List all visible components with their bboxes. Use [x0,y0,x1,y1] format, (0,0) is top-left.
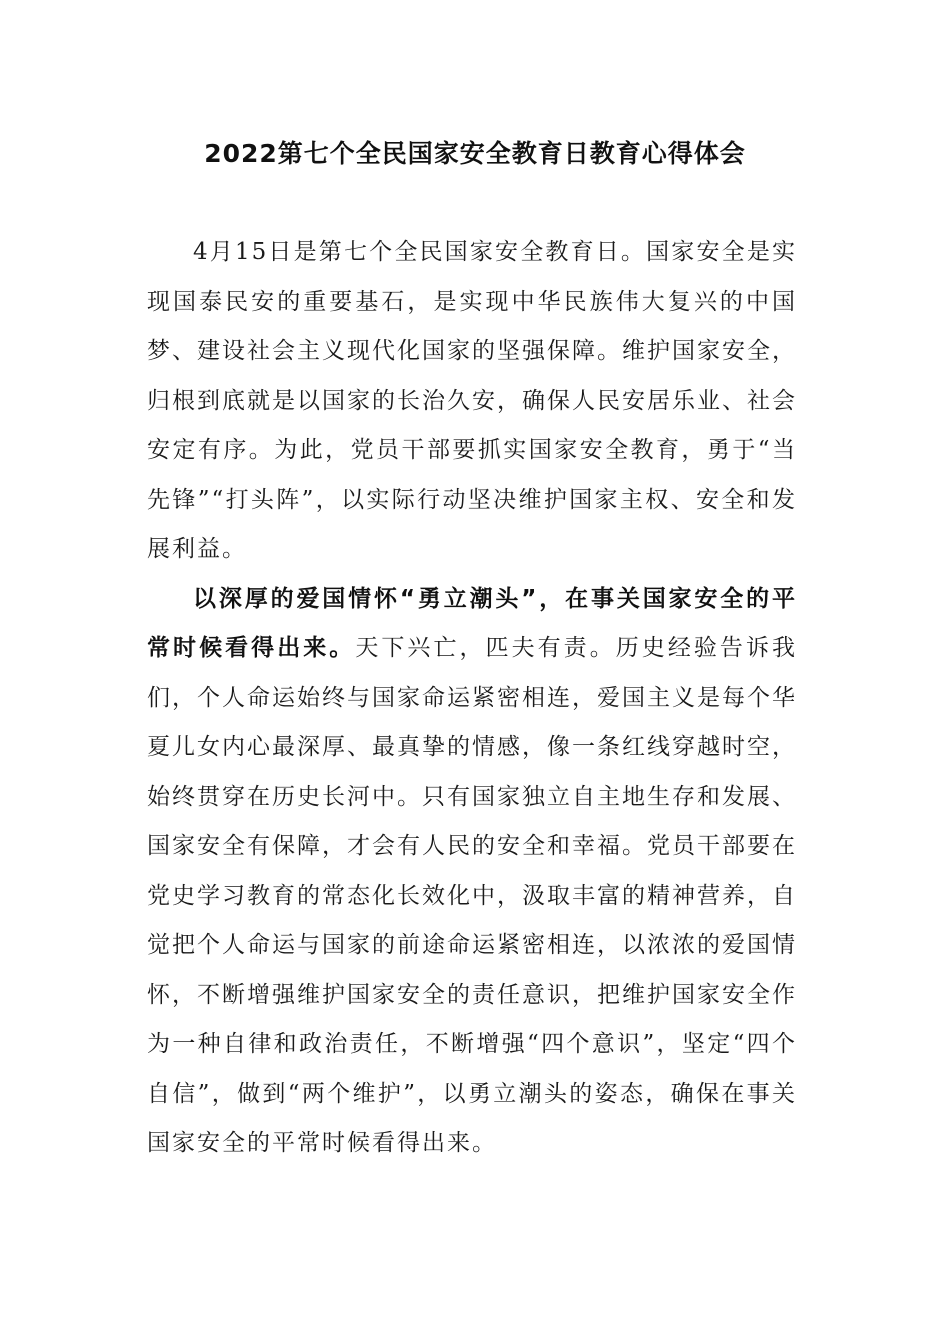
paragraph-patriotism [147,575,797,1169]
paragraph-lead-heading: 以深厚的爱国情怀“勇立潮头”，在事关国家安全的平常时候看得出来。 [147,585,797,661]
paragraph-intro [147,228,797,575]
document-title: 2022第七个全民国家安全教育日教育心得体会 [204,139,746,168]
paragraph-text: 天下兴亡，匹夫有责。历史经验告诉我们，个人命运始终与国家命运紧密相连，爱国主义是每个华夏儿女内心最深厚、最真挚的情感，像一条红线穿越时空，始终贯穿在历史长河中。只有国家独立自主地生存和发展、国家安全有保障，才会有人民的安全和幸福。党员干部要在党史学习教育的常态化长效化中，汲取丰富的精神营养，自觉把个人命运与国家的前途命运紧密相连，以浓浓的爱国情怀，不断增强维护国家安全的责任意识，把维护国家安全作为一种自律和政治责任，不断增强“四个意识”，坚定“四个自信”，做到“两个维护”，以勇立潮头的姿态，确保在事关国家安全的平常时候看得出来。 [147,635,798,1156]
document-body [147,228,797,1169]
paragraph-text: 4月15日是第七个全民国家安全教育日。国家安全是实现国泰民安的重要基石，是实现中华民族伟大复兴的中国梦、建设社会主义现代化国家的坚强保障。维护国家安全，归根到底就是以国家的长治久安，确保人民安居乐业、社会安定有序。为此，党员干部要抓实国家安全教育，勇于“当先锋”“打头阵”，以实际行动坚决维护国家主权、安全和发展利益。 [147,239,797,562]
